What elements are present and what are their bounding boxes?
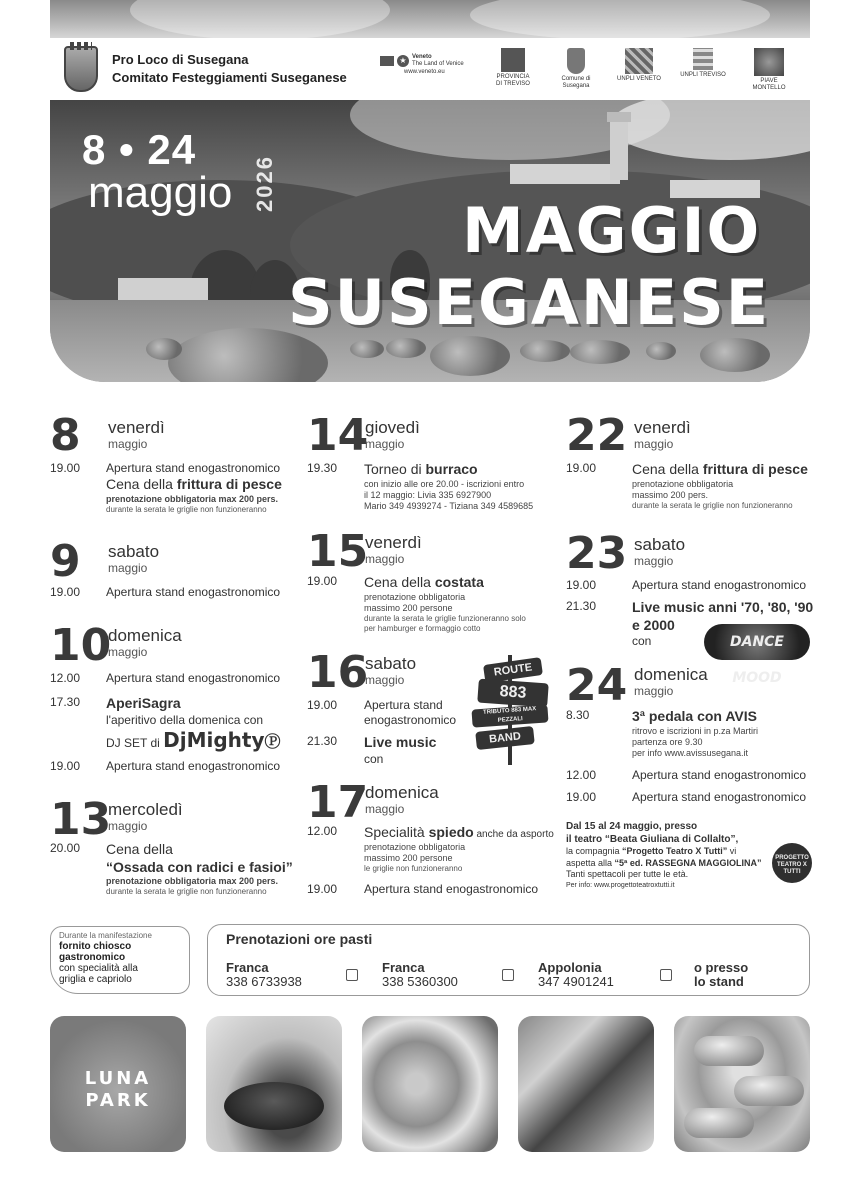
contact-1 xyxy=(226,961,302,988)
event-title: Torneo di xyxy=(364,461,426,477)
day-name: giovedì xyxy=(365,418,420,437)
day-8 xyxy=(50,410,81,461)
contact-2 xyxy=(382,961,458,988)
comune-logo xyxy=(556,48,596,89)
route-sign-2: 883 xyxy=(477,679,549,708)
route-sign-1: ROUTE xyxy=(483,657,543,683)
day-number: 8 xyxy=(50,410,81,461)
checkbox-icon xyxy=(346,969,358,981)
event-note: il 12 maggio: Livia 335 6927900 xyxy=(364,489,492,500)
event-time: 19.00 xyxy=(307,698,338,712)
comune-line-2: Susegana xyxy=(562,82,590,89)
event-highlight: spiedo xyxy=(428,824,474,840)
luna-park-image xyxy=(50,1016,186,1152)
chiosco-info-box xyxy=(50,926,190,994)
teatro-line-3: la compagnia xyxy=(566,846,623,856)
day-number: 9 xyxy=(50,536,81,587)
day-month: maggio xyxy=(634,554,674,568)
event-line: con xyxy=(632,634,652,648)
day-month: maggio xyxy=(365,802,405,816)
event-note: durante la serata le griglie non funzioneranno xyxy=(632,501,793,510)
luna-park-line-2: PARK xyxy=(85,1089,151,1111)
day-number: 24 xyxy=(566,660,628,711)
comune-line-1: Comune di xyxy=(561,76,591,82)
event-time: 12.00 xyxy=(307,824,338,838)
event-time: 19.30 xyxy=(307,461,338,475)
event-note: per info www.avissusegana.it xyxy=(632,748,749,758)
event-note: massimo 200 persone xyxy=(364,852,453,863)
djmighty-logo: DjMighty xyxy=(163,727,265,752)
day-name: domenica xyxy=(634,665,708,684)
event-title: enogastronomico xyxy=(364,713,457,727)
day-name: mercoledì xyxy=(108,800,183,819)
event-time: 8.30 xyxy=(566,708,590,722)
chiosco-line-5: griglia e capriolo xyxy=(59,973,132,985)
event-time: 19.00 xyxy=(307,882,338,896)
contact-phone: 338 6733938 xyxy=(226,973,302,989)
unpli-treviso-logo xyxy=(678,48,728,79)
day-15 xyxy=(307,526,369,577)
org-line-2: Comitato Festeggiamenti Suseganese xyxy=(112,70,347,85)
day-name: domenica xyxy=(108,626,182,645)
day-name: venerdì xyxy=(634,418,691,437)
event-title: Apertura stand enogastronomico xyxy=(364,882,539,896)
day-22 xyxy=(566,410,628,461)
chiosco-line-4: con specialità alla xyxy=(59,962,138,974)
day-name: sabato xyxy=(634,535,686,554)
event-title: Specialità xyxy=(364,824,429,840)
event-title: AperiSagra xyxy=(106,695,181,711)
title-line-1: MAGGIO xyxy=(462,194,762,267)
event-title: Apertura stand enogastronomico xyxy=(106,759,281,773)
day-month: maggio xyxy=(365,552,405,566)
day-name: venerdì xyxy=(108,418,165,437)
unpli-treviso-mark-icon xyxy=(693,48,713,70)
event-note: prenotazione obbligatoria xyxy=(364,591,466,602)
day-name: sabato xyxy=(108,542,160,561)
day-17 xyxy=(307,777,369,828)
day-16 xyxy=(307,647,369,698)
event-time: 21.30 xyxy=(307,734,338,748)
day-name: domenica xyxy=(365,783,439,802)
route-883-logo xyxy=(470,655,550,765)
day-name: sabato xyxy=(365,654,417,673)
event-note: durante la serata le griglie non funzioneranno xyxy=(106,887,267,897)
day-month: maggio xyxy=(365,437,405,451)
contact-stand xyxy=(694,961,748,988)
unpli-treviso-label: UNPLI TREVISO xyxy=(680,72,726,78)
teatro-line-5: Tanti spettacoli per tutte le età. xyxy=(566,869,689,880)
event-time: 21.30 xyxy=(566,599,597,613)
fried-fish-image xyxy=(362,1016,498,1152)
event-line: DJ SET di xyxy=(106,735,160,750)
unpli-veneto-logo xyxy=(614,48,664,83)
teatro-line-1: Dal 15 al 24 maggio, presso xyxy=(566,821,698,832)
event-highlight: costata xyxy=(434,574,484,590)
contact-3 xyxy=(538,961,614,988)
event-highlight: “Ossada con radici e fasioi” xyxy=(106,858,293,875)
veneto-url: www.veneto.eu xyxy=(404,69,445,76)
event-time: 19.00 xyxy=(566,578,597,592)
event-title: Apertura stand enogastronomico xyxy=(106,585,281,599)
event-line: con xyxy=(364,751,384,766)
veneto-subtitle: The Land of Venice xyxy=(412,60,464,67)
day-month: maggio xyxy=(634,437,674,451)
route-sign-4: BAND xyxy=(475,726,535,750)
day-month: maggio xyxy=(108,645,148,659)
event-note: massimo 200 pers. xyxy=(632,489,709,500)
day-month: maggio xyxy=(365,673,405,687)
event-time: 12.00 xyxy=(566,768,597,782)
provincia-logo xyxy=(496,48,530,87)
day-23 xyxy=(566,528,628,579)
event-date-month: maggio xyxy=(88,168,233,217)
djmighty-p-icon: Ⓟ xyxy=(264,731,281,751)
event-note: per hamburger e formaggio cotto xyxy=(364,624,481,633)
event-title: Apertura stand enogastronomico xyxy=(106,671,281,685)
veneto-star-icon: ★ xyxy=(397,55,409,67)
day-name: venerdì xyxy=(365,533,422,552)
event-title: Apertura stand enogastronomico xyxy=(632,578,807,592)
veneto-title: Veneto xyxy=(412,54,432,60)
event-title: Apertura stand enogastronomico xyxy=(106,461,281,475)
event-note: partenza ore 9.30 xyxy=(632,736,703,747)
event-note: ritrovo e iscrizioni in p.za Martiri xyxy=(632,725,759,736)
event-time: 19.00 xyxy=(307,574,338,588)
event-time: 19.00 xyxy=(50,759,81,773)
day-9 xyxy=(50,536,81,587)
day-month: maggio xyxy=(108,561,148,575)
event-note: le griglie non funzioneranno xyxy=(364,864,463,873)
day-10 xyxy=(50,620,112,671)
checkbox-icon xyxy=(660,969,672,981)
event-time: 17.30 xyxy=(50,695,81,709)
day-number: 22 xyxy=(566,410,628,461)
dance-mood-logo: DANCE MOOD xyxy=(704,624,810,660)
chiosco-line-3: gastronomico xyxy=(59,951,126,963)
title-line-2: SUSEGANESE xyxy=(288,266,771,339)
event-title: Apertura stand xyxy=(364,698,443,712)
event-time: 19.00 xyxy=(566,461,597,475)
event-time: 12.00 xyxy=(50,671,81,685)
chiosco-line-2: fornito chiosco xyxy=(59,940,132,952)
event-date-range: 8 • 24 xyxy=(82,126,197,173)
day-13 xyxy=(50,794,112,845)
event-time: 20.00 xyxy=(50,841,81,855)
provincia-label: PROVINCIA DI TREVISO xyxy=(496,74,530,87)
teatro-info-url: Per info: www.progettoteatroxtutti.it xyxy=(566,882,675,890)
event-note: prenotazione obbligatoria xyxy=(364,841,466,852)
event-note: prenotazione obbligatoria xyxy=(632,478,734,489)
day-month: maggio xyxy=(634,684,674,698)
event-note: durante la serata le griglie non funzioneranno xyxy=(106,504,267,514)
teatro-line-3-end: vi xyxy=(727,846,737,856)
chiosco-line-1: Durante la manifestazione xyxy=(59,931,152,940)
teatro-rassegna: “5ª ed. RASSEGNA MAGGIOLINA” xyxy=(614,857,762,868)
event-title: Apertura stand enogastronomico xyxy=(632,790,807,804)
org-line-1: Pro Loco di Susegana xyxy=(112,52,249,67)
event-note: prenotazione obbligatoria max 200 pers. xyxy=(106,876,279,886)
event-line: Cena della xyxy=(106,476,177,492)
event-line: anche da asporto xyxy=(473,829,554,840)
contact-name: Franca xyxy=(226,960,269,975)
day-24 xyxy=(566,660,628,711)
contact-phone: 338 5360300 xyxy=(382,973,458,989)
unpli-veneto-label: UNPLI VENETO xyxy=(617,76,661,82)
event-highlight: burraco xyxy=(425,461,478,477)
top-sky-band xyxy=(50,0,810,38)
event-note: prenotazione obbligatoria max 200 pers. xyxy=(106,493,279,504)
checkbox-icon xyxy=(502,969,514,981)
day-number: 13 xyxy=(50,794,112,845)
prenotazioni-box xyxy=(207,924,810,996)
event-title: Live music anni '70, '80, '90 xyxy=(632,599,814,615)
progetto-teatro-logo: PROGETTO TEATRO X TUTTI xyxy=(772,843,812,883)
burger-grill-image xyxy=(206,1016,342,1152)
event-year: 2026 xyxy=(252,155,277,212)
event-note: massimo 200 persone xyxy=(364,602,453,613)
contact-name: Appolonia xyxy=(538,960,602,975)
contact-name: Franca xyxy=(382,960,425,975)
day-number: 14 xyxy=(307,410,369,461)
piave-label: PIAVE MONTELLO xyxy=(752,78,786,91)
event-highlight: frittura di pesce xyxy=(176,476,282,492)
event-title: Cena della xyxy=(106,841,173,857)
event-time: 19.00 xyxy=(50,461,81,475)
provincia-mark-icon xyxy=(501,48,525,72)
teatro-line-4: aspetta alla xyxy=(566,857,615,868)
comune-crest-icon xyxy=(567,48,585,74)
event-title: Live music xyxy=(364,734,437,750)
prenotazioni-title: Prenotazioni ore pasti xyxy=(226,931,373,947)
piave-map-icon xyxy=(754,48,784,76)
event-time: 19.00 xyxy=(566,790,597,804)
day-number: 17 xyxy=(307,777,369,828)
stand-line-1: o presso xyxy=(694,960,749,975)
event-note: Mario 349 4939274 - Tiziana 349 4589685 xyxy=(364,501,534,511)
event-note: con inizio alle ore 20.00 - iscrizioni entro xyxy=(364,478,525,489)
day-number: 10 xyxy=(50,620,112,671)
day-number: 23 xyxy=(566,528,628,579)
sausage-image xyxy=(674,1016,810,1152)
contact-phone: 347 4901241 xyxy=(538,973,614,989)
event-title: Apertura stand enogastronomico xyxy=(632,768,807,782)
susegana-crest-logo xyxy=(64,46,98,92)
route-sign-3: TRIBUTO 883 MAX PEZZALI xyxy=(471,704,548,727)
event-highlight: frittura di pesce xyxy=(702,461,808,477)
event-line: l'aperitivo della domenica con xyxy=(106,712,264,727)
steak-image xyxy=(518,1016,654,1152)
teatro-company: “Progetto Teatro X Tutti” xyxy=(622,846,728,856)
event-title: Cena della xyxy=(364,574,435,590)
day-14 xyxy=(307,410,369,461)
header xyxy=(50,44,810,94)
event-time: 19.00 xyxy=(50,585,81,599)
event-note: durante la serata le griglie funzioneranno solo xyxy=(364,614,526,623)
event-title: 3ª pedala con AVIS xyxy=(632,708,757,724)
day-month: maggio xyxy=(108,819,148,833)
day-number: 16 xyxy=(307,647,369,698)
day-month: maggio xyxy=(108,437,148,451)
unpli-veneto-mark-icon xyxy=(625,48,653,74)
teatro-info xyxy=(566,820,776,890)
piave-montello-logo xyxy=(744,48,794,91)
teatro-line-2: il teatro “Beata Giuliana di Collalto”, xyxy=(566,834,739,845)
stand-line-2: lo stand xyxy=(694,973,744,989)
veneto-logo xyxy=(380,54,470,76)
day-number: 15 xyxy=(307,526,369,577)
event-title: e 2000 xyxy=(632,616,675,633)
veneto-flag-icon xyxy=(380,56,394,66)
luna-park-line-1: LUNA xyxy=(84,1068,152,1089)
event-title: Cena della xyxy=(632,461,703,477)
